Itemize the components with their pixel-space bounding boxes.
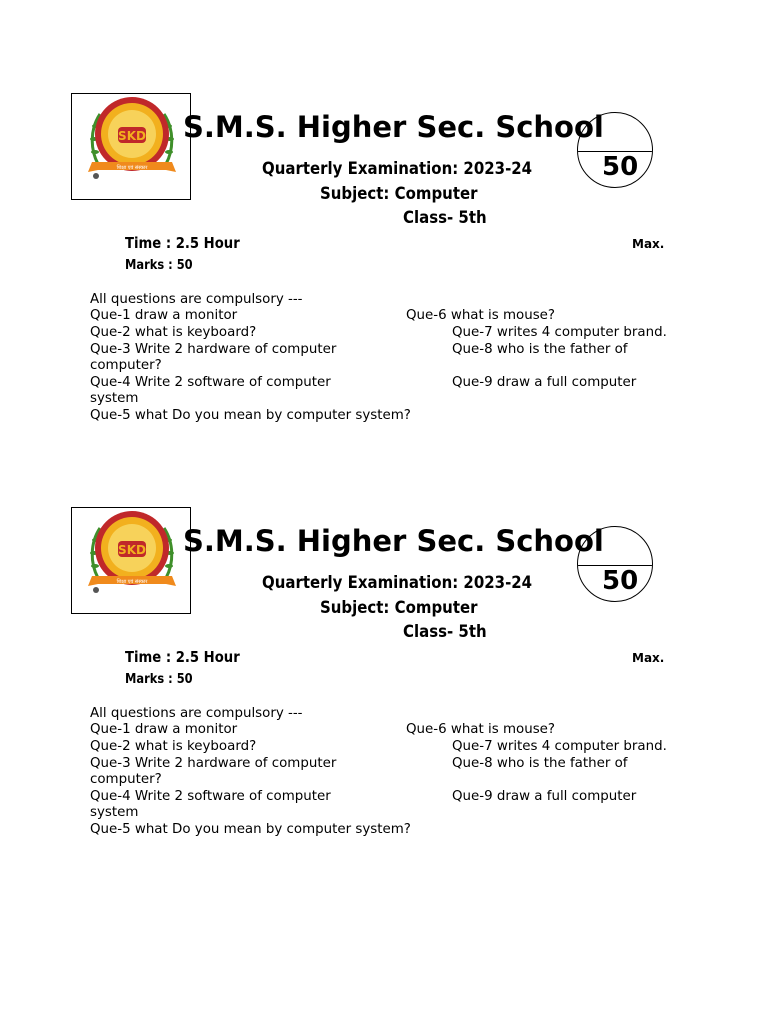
time-label: Time : 2.5 Hour [125,234,240,252]
question-6: Que-6 what is mouse? [406,308,556,323]
school-logo-icon [86,94,178,186]
question-9: Que-9 draw a full computer [452,375,637,390]
exam-paper-copy-1 [0,90,768,504]
question-3: Que-3 Write 2 hardware of computer [90,342,337,357]
question-7: Que-7 writes 4 computer brand. [452,739,667,754]
max-marks-value: 50 [602,152,639,182]
instruction: All questions are compulsory --- [90,292,303,307]
question-3-continued: computer? [90,358,162,373]
question-3-continued: computer? [90,772,162,787]
question-4-continued: system [90,805,139,820]
class-label: Class- 5th [403,622,487,642]
question-1: Que-1 draw a monitor [90,722,238,737]
school-name: S.M.S. Higher Sec. School [183,110,604,144]
question-8: Que-8 who is the father of [452,756,628,771]
marks-label: Marks : 50 [125,672,193,687]
time-label: Time : 2.5 Hour [125,648,240,666]
logo-text: SKD [118,543,146,557]
question-8: Que-8 who is the father of [452,342,628,357]
exam-title: Quarterly Examination: 2023-24 [262,573,533,593]
class-label: Class- 5th [403,208,487,228]
question-5: Que-5 what Do you mean by computer system? [90,408,411,423]
marks-label: Marks : 50 [125,258,193,273]
marks-circle [577,526,653,602]
question-7: Que-7 writes 4 computer brand. [452,325,667,340]
school-logo-icon [86,508,178,600]
question-9: Que-9 draw a full computer [452,789,637,804]
school-logo-frame [71,507,191,614]
logo-motto: शिक्षा एवं संस्कार [116,165,148,171]
question-1: Que-1 draw a monitor [90,308,238,323]
subject-label: Subject: Computer [320,184,478,204]
question-5: Que-5 what Do you mean by computer system? [90,822,411,837]
exam-paper-copy-2 [0,504,768,918]
question-2: Que-2 what is keyboard? [90,325,257,340]
exam-title: Quarterly Examination: 2023-24 [262,159,533,179]
instruction: All questions are compulsory --- [90,706,303,721]
max-label: Max. [632,651,665,665]
marks-circle [577,112,653,188]
max-label: Max. [632,237,665,251]
max-marks-value: 50 [602,566,639,596]
question-2: Que-2 what is keyboard? [90,739,257,754]
school-logo-frame [71,93,191,200]
logo-text: SKD [118,129,146,143]
question-4: Que-4 Write 2 software of computer [90,789,331,804]
question-4: Que-4 Write 2 software of computer [90,375,331,390]
logo-motto: शिक्षा एवं संस्कार [116,579,148,585]
question-3: Que-3 Write 2 hardware of computer [90,756,337,771]
subject-label: Subject: Computer [320,598,478,618]
question-4-continued: system [90,391,139,406]
question-6: Que-6 what is mouse? [406,722,556,737]
school-name: S.M.S. Higher Sec. School [183,524,604,558]
